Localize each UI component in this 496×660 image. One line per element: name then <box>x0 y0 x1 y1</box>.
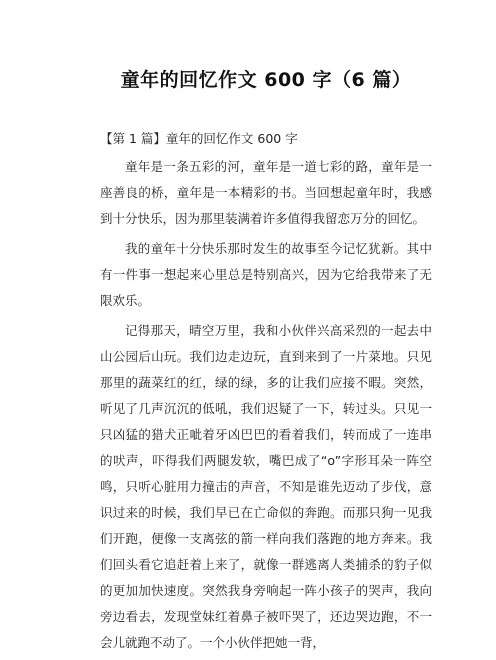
article-body <box>100 126 432 660</box>
paragraph-3: 记得那天，晴空万里，我和小伙伴兴高采烈的一起去中山公园后山玩。我们边走边玩，直到来到了一片菜地。只见那里的蔬菜红的红，绿的绿，多的让我们应接不暇。突然，听见了几声沉沉的低吼，我们迟疑了一下，转过头。只见一只凶猛的猎犬正呲着牙凶巴巴的看着我们，转而成了一连串的吠声，吓得我们两腿发软，嘴巴成了“o”字形耳朵一阵空鸣，只听心脏用力撞击的声音，不知是谁先迈动了步伐，意识过来的时候，我们早已在亡命似的奔跑。而那只狗一见我们开跑，便像一支离弦的箭一样向我们落跑的地方奔来。我们回头看它追赶着上来了，就像一群逃离人类捕杀的豹子似的更加加快速度。突然我身旁响起一阵小孩子的哭声，我向旁边看去，发现堂妹红着鼻子被吓哭了，还边哭边跑，不一会儿就跑不动了。一个小伙伴把她一背， <box>100 323 432 650</box>
section-heading: 【第 1 篇】童年的回忆作文 600 字 <box>100 131 298 146</box>
paragraph-1: 童年是一条五彩的河，童年是一道七彩的路，童年是一座善良的桥，童年是一本精彩的书。当回想起童年时，我感到十分快乐，因为那里装满着许多值得我留恋万分的回忆。 <box>100 159 432 226</box>
paragraph-2: 我的童年十分快乐那时发生的故事至今记忆犹新。其中有一件事一想起来心里总是特别高兴，因为它给我带来了无限欢乐。 <box>100 241 432 308</box>
document-title: 童年的回忆作文 600 字（6 篇） <box>120 69 412 91</box>
